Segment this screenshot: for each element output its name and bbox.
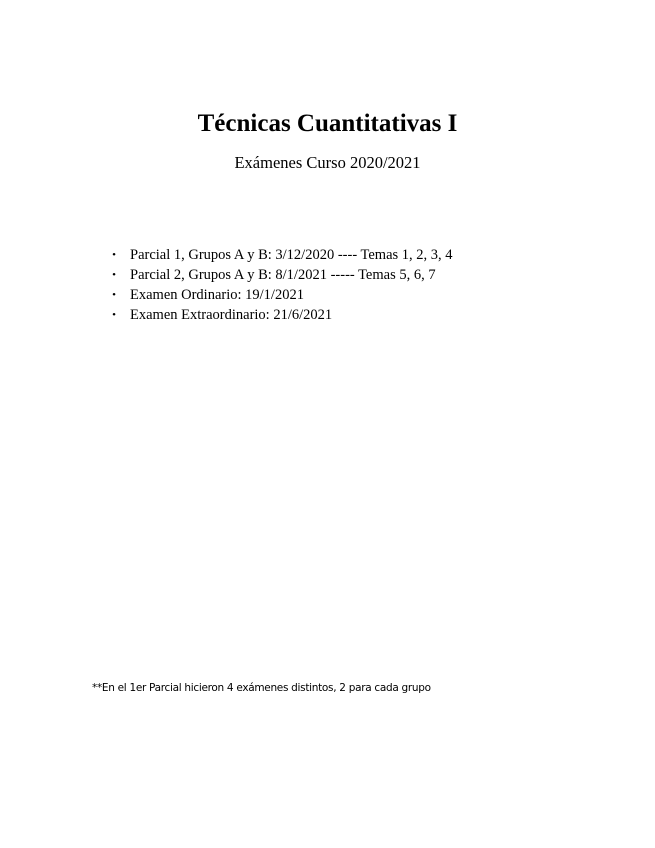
list-item [110,245,453,265]
bullet-icon: • [112,249,116,261]
exam-entry-text: Parcial 2, Grupos A y B: 8/1/2021 ----- Temas 5, 6, 7 [130,267,436,283]
list-item [110,285,453,305]
list-item [110,265,453,285]
exam-entry-text: Parcial 1, Grupos A y B: 3/12/2020 ---- Temas 1, 2, 3, 4 [130,247,453,263]
list-item [110,305,453,325]
exam-dates-list [110,245,453,325]
page-title: Técnicas Cuantitativas I [197,110,458,137]
bullet-icon: • [112,289,116,301]
exam-entry-text: Examen Extraordinario: 21/6/2021 [130,307,333,323]
page-subtitle: Exámenes Curso 2020/2021 [234,153,421,172]
exam-entry-text: Examen Ordinario: 19/1/2021 [130,287,304,303]
footnote: **En el 1er Parcial hicieron 4 exámenes distintos, 2 para cada grupo [92,682,431,694]
bullet-icon: • [112,309,116,321]
bullet-icon: • [112,269,116,281]
